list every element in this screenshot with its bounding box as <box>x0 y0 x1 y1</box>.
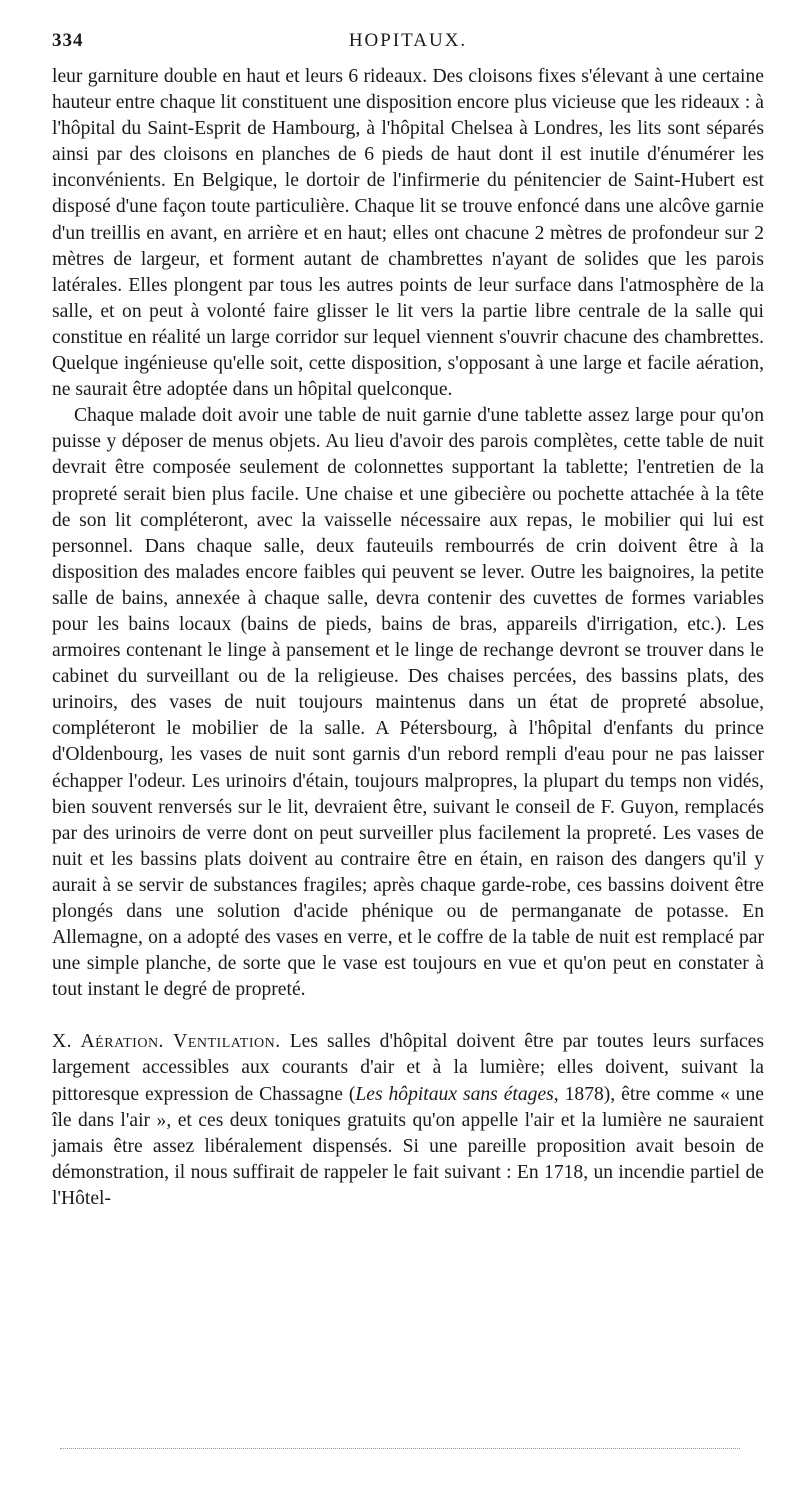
running-title: HOPITAUX. <box>348 30 468 51</box>
paragraph-aeration-text-1: Les salles d'hôpital doivent être par toutes leurs surfaces largement accessibles aux courants d'air et à la lumière; elles doivent, suivant la pittoresque expression de Chassagne ( <box>52 1031 764 1105</box>
paragraph-continuation: leur garniture double en haut et leurs 6 rideaux. Des cloisons fixes s'élevant à une certaine hauteur entre chaque lit constituent une disposition encore plus vicieuse que les rideaux : à l'hôpital du Saint-Esprit de Hambourg, à l'hôpital Chelsea à Londres, les lits sont séparés ainsi par des cloisons en planches de 6 pieds de haut dont il est inutile d'énumérer les inconvénients. En Belgique, le dortoir de l'infirmerie du pénitencier de Saint-Hubert est disposé d'une façon toute particulière. Chaque lit se trouve enfoncé dans une alcôve garnie d'un treillis en avant, en arrière et en haut; elles ont chacune 2 mètres de profondeur sur 2 mètres de largeur, et forment autant de chambrettes n'ayant de solides que les parois latérales. Elles plongent par tous les autres points de leur surface dans l'atmosphère de la salle, et on peut à volonté faire glisser le lit vers la partie libre centrale de la salle qui constitue en réalité un large corridor sur lequel viennent s'ouvrir chacune des chambrettes. Quelque ingénieuse qu'elle soit, cette disposition, s'opposant à une large et facile aération, ne saurait être adoptée dans un hôpital quelconque. <box>52 66 764 401</box>
page-header <box>52 30 764 52</box>
paragraph-aeration <box>52 1029 764 1212</box>
page-number: 334 <box>52 30 84 51</box>
section-heading: X. Aération. Ventilation. <box>52 1031 281 1053</box>
paragraph-aeration-text-2: , 1878), être comme « une île dans l'air », et ces deux toniques gratuits qu'on appelle l'air et la lumière ne sauraient jamais être assez libéralement dispensés. Si une pareille proposition avait besoin de démonstration, il nous suffirait de rappeler le fait suivant : En 1718, un incendie partiel de l'Hôtel- <box>52 1083 764 1209</box>
paragraph-table-de-nuit: Chaque malade doit avoir une table de nuit garnie d'une tablette assez large pour qu'on puisse y déposer de menus objets. Au lieu d'avoir des parois complètes, cette table de nuit devrait être composée seulement de colonnettes supportant la tablette; l'entretien de la propreté serait bien plus facile. Une chaise et une gibecière ou pochette attachée à la tête de son lit compléteront, avec la vaisselle nécessaire aux repas, le mobilier qui lui est personnel. Dans chaque salle, deux fauteuils rembourrés de crin doivent être à la disposition des malades encore faibles qui peuvent se lever. Outre les baignoires, la petite salle de bains, annexée à chaque salle, devra contenir des cuvettes de formes variables pour les bains locaux (bains de pieds, bains de bras, appareils d'irrigation, etc.). Les armoires contenant le linge à pansement et le linge de rechange devront se trouver dans le cabinet du surveillant ou de la religieuse. Des chaises percées, des bassins plats, des urinoirs, des vases de nuit toujours maintenus dans un état de propreté absolue, compléteront le mobilier de la salle. A Pétersbourg, à l'hôpital d'enfants du prince d'Oldenbourg, les vases de nuit sont garnis d'un rebord rempli d'eau pour ne pas laisser échapper l'odeur. Les urinoirs d'étain, toujours malpropres, la plupart du temps non vidés, bien souvent renversés sur le lit, devraient être, suivant le conseil de F. Guyon, remplacés par des urinoirs de verre dont on peut surveiller plus facilement la propreté. Les vases de nuit et les bassins plats doivent au contraire être en étain, en raison des dangers qu'il y aurait à se servir de substances fragiles; après chaque garde-robe, ces bassins doivent être plongés dans une solution d'acide phénique ou de permanganate de potasse. En Allemagne, on a adopté des vases en verre, et le coffre de la table de nuit est remplacé par une simple planche, de sorte que le vase est toujours en vue et qu'on peut en constater à tout instant le degré de propreté. <box>52 405 764 1001</box>
book-title-italic: Les hôpitaux sans étages <box>355 1083 554 1105</box>
footer-rule <box>60 1448 740 1449</box>
body-text <box>52 64 764 1212</box>
